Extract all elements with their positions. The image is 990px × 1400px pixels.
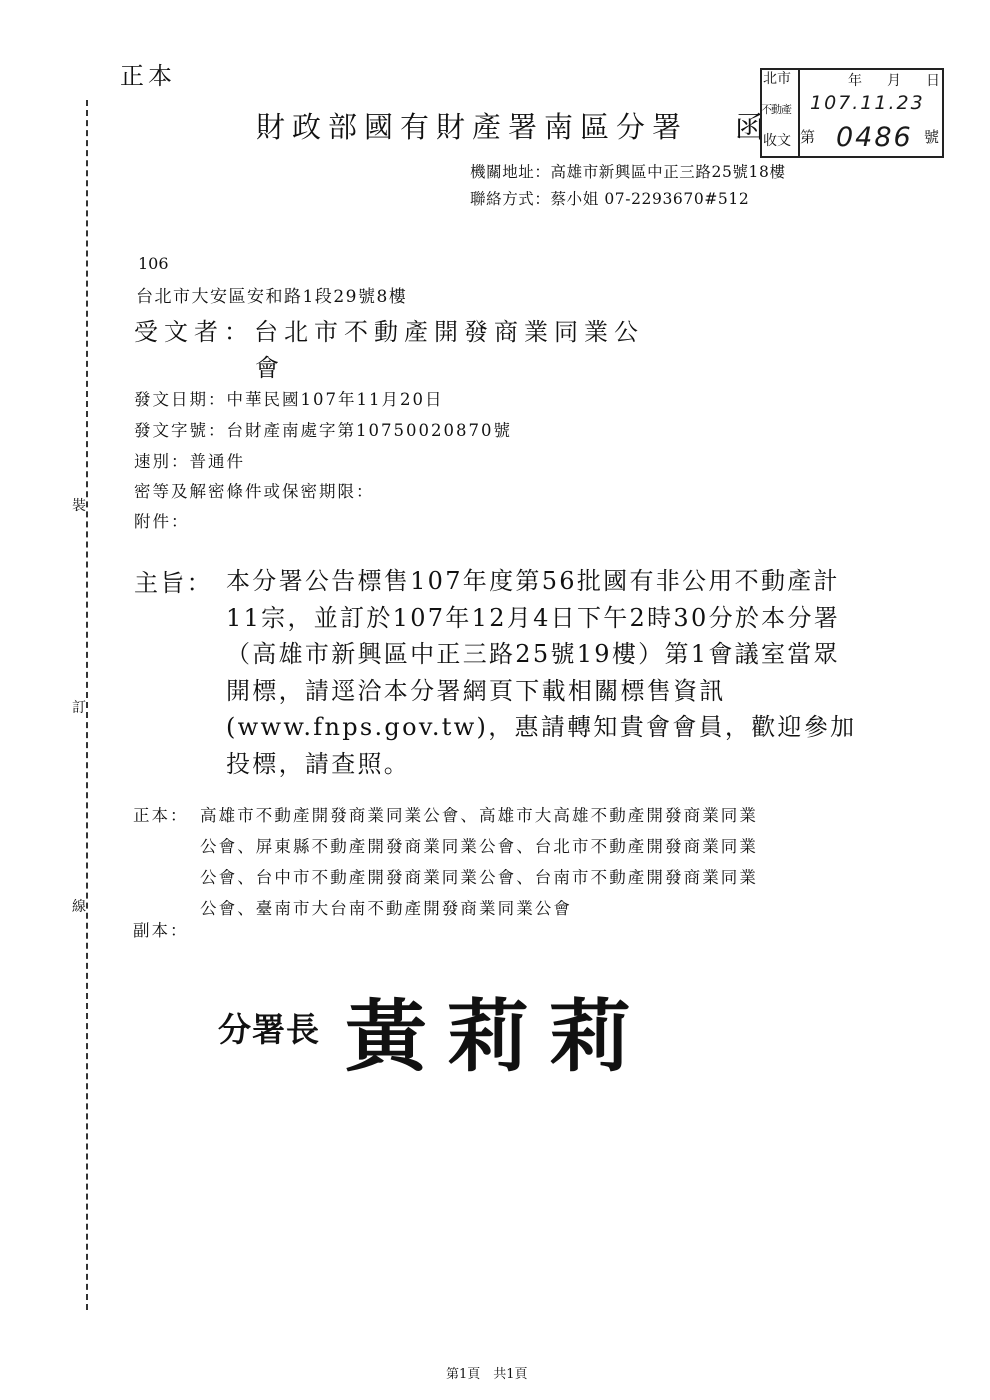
recipient-line-1: 受文者：台北市不動產開發商業同業公 xyxy=(134,318,644,346)
stamp-org-line2: 不動產 xyxy=(761,103,791,116)
subject-line: （高雄市新興區中正三路25號19樓）第1會議室當眾 xyxy=(226,640,840,668)
stamp-year-label: 年 xyxy=(848,73,862,89)
signatory-title: 分署長 xyxy=(218,1010,320,1049)
issue-date: 發文日期：中華民國107年11月20日 xyxy=(134,390,444,409)
binding-line xyxy=(86,100,88,1310)
recipient-list-line: 公會、台中市不動產開發商業同業公會、台南市不動產開發商業同業 xyxy=(200,868,758,887)
subject-body xyxy=(226,563,856,782)
original-recipients-label: 正本： xyxy=(133,806,189,825)
stamp-number-value: 0486 xyxy=(836,122,913,153)
stamp-date-value: 107.11.23 xyxy=(810,92,925,114)
issuing-agency-title: 財政部國有財產署南區分署 xyxy=(256,110,689,144)
page-number: 第1頁 共1頁 xyxy=(446,1367,528,1382)
subject-line: (www.fnps.gov.tw)，惠請轉知貴會會員，歡迎參加 xyxy=(226,713,857,741)
stamp-number-suffix: 號 xyxy=(924,128,940,146)
subject-line: 本分署公告標售107年度第56批國有非公用不動產計 xyxy=(226,567,840,595)
recipient-list-line: 公會、臺南市大台南不動產開發商業同業公會 xyxy=(200,899,572,918)
recipient-zip: 106 xyxy=(138,254,169,273)
recipient-line-2: 會 xyxy=(255,354,279,382)
attachments: 附件： xyxy=(134,512,190,531)
stamp-day-label: 日 xyxy=(926,73,940,89)
recipient-list-line: 公會、屏東縣不動產開發商業同業公會、台北市不動產開發商業同業 xyxy=(200,837,758,856)
copy-type-label: 正本 xyxy=(120,62,176,90)
recipient-list-line: 高雄市不動產開發商業同業公會、高雄市大高雄不動產開發商業同業 xyxy=(200,806,758,825)
binding-mark-2: 訂 xyxy=(72,694,86,720)
recipient-address: 台北市大安區安和路1段29號8樓 xyxy=(136,287,408,307)
original-recipients-list xyxy=(200,800,758,924)
agency-address: 機關地址：高雄市新興區中正三路25號18樓 xyxy=(470,163,786,181)
security-classification: 密等及解密條件或保密期限： xyxy=(134,482,375,501)
stamp-number-prefix: 第 xyxy=(800,128,816,146)
subject-line: 投標，請查照。 xyxy=(226,749,411,778)
receipt-stamp xyxy=(760,68,944,158)
subject-label: 主旨： xyxy=(134,569,213,597)
stamp-month-label: 月 xyxy=(887,73,901,89)
subject-line: 11宗，並訂於107年12月4日下午2時30分於本分署 xyxy=(226,603,841,632)
contact-info: 聯絡方式：蔡小姐 07-2293670#512 xyxy=(470,190,750,208)
document-number: 發文字號：台財產南處字第10750020870號 xyxy=(134,421,512,440)
delivery-speed: 速別：普通件 xyxy=(134,452,245,471)
binding-mark-3: 線 xyxy=(72,893,86,919)
copy-recipients-label: 副本： xyxy=(133,921,189,940)
stamp-receipt-label: 收文 xyxy=(763,133,791,149)
document-type: 函 xyxy=(735,110,765,144)
subject-line: 開標，請逕洽本分署網頁下載相關標售資訊 xyxy=(226,676,726,705)
signatory-name: 黃莉莉 xyxy=(345,991,652,1083)
binding-mark-1: 裝 xyxy=(72,492,86,518)
stamp-org-line1: 北市 xyxy=(763,71,791,87)
